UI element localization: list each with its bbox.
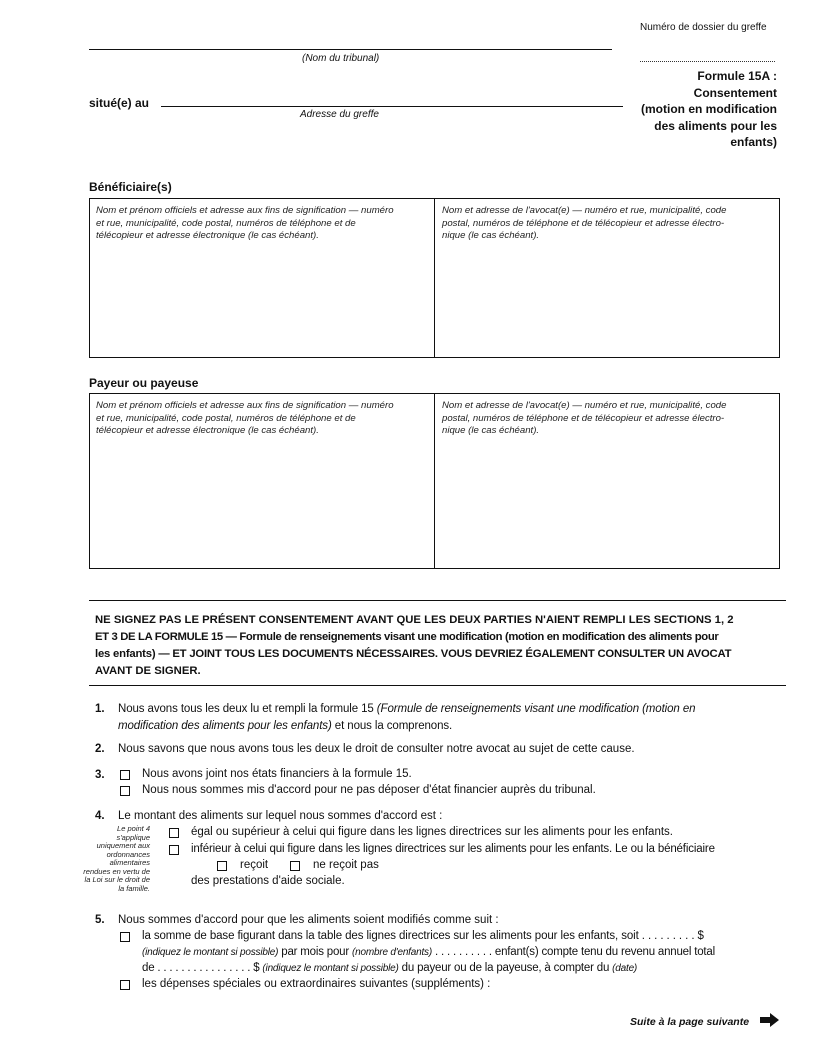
does-not-receive-label: ne reçoit pas (313, 859, 379, 871)
cell-line: nique (le cas échéant). (442, 425, 540, 436)
warning-bottom-rule (89, 685, 786, 686)
item-4-number: 4. (95, 810, 105, 822)
warning-line: NE SIGNEZ PAS LE PRÉSENT CONSENTEMENT AVANT QUE LES DEUX PARTIES N'AIENT REMPLI LES SECTIONS 1, 2 (95, 614, 734, 626)
item-5a-checkbox[interactable] (120, 932, 130, 942)
located-at-label: situé(e) au (89, 96, 150, 110)
form-title-line: Formule 15A : (697, 69, 777, 83)
item-4b-checkbox[interactable] (169, 845, 179, 855)
payor-from-text: du payeur ou de la payeuse, à compter du (398, 962, 613, 974)
cell-line: et rue, municipalité, code postal, numéros de téléphone et de (96, 217, 356, 229)
item-2-number: 2. (95, 743, 105, 755)
arrow-right-icon (760, 1013, 780, 1032)
item-5b-text: les dépenses spéciales ou extraordinaires suivantes (suppléments) : (142, 978, 491, 990)
item-1-number: 1. (95, 703, 105, 715)
side-note-line: la famille. (118, 883, 150, 893)
cell-line: télécopieur et adresse électronique (le cas échéant). (96, 230, 319, 241)
item-3a-checkbox[interactable] (120, 770, 130, 780)
item-5a-line2 (142, 944, 715, 961)
cell-line: nique (le cas échéant). (442, 230, 540, 241)
form-title-line: des aliments pour les (654, 118, 777, 133)
cell-line: Nom et prénom officiels et adresse aux fins de signification — numéro (96, 400, 394, 411)
payor-name-address-cell[interactable] (96, 400, 428, 438)
amount-hint: (indiquez le montant si possible) (142, 947, 279, 958)
form-title-line: enfants) (730, 135, 777, 149)
cell-line: Nom et prénom officiels et adresse aux fins de signification — numéro (96, 205, 394, 216)
receives-label: reçoit (240, 859, 269, 871)
cell-line: Nom et adresse de l'avocat(e) — numéro et rue, municipalité, code (442, 400, 727, 411)
warning-line: les enfants) — ET JOINT TOUS LES DOCUMENTS NÉCESSAIRES. VOUS DEVRIEZ ÉGALEMENT CONSULTER UN AVOCAT (95, 648, 732, 660)
item-4b-text: inférieur à celui qui figure dans les lignes directrices sur les aliments pour les enfants. Le ou la bénéficiaire (191, 843, 715, 855)
recipient-lawyer-cell[interactable] (442, 205, 774, 243)
recipient-name-address-cell[interactable] (96, 205, 428, 243)
item-5b-checkbox[interactable] (120, 980, 130, 990)
side-note-line: alimentaires (109, 858, 150, 867)
item-5a-line1: la somme de base figurant dans la table des lignes directrices sur les aliments pour les enfants, soit . . . . . . . . . $ (142, 930, 704, 942)
warning-line: ET 3 DE LA FORMULE 15 — Formule de renseignements visant une modification (motion en modification des aliments pour (95, 631, 719, 643)
per-month-text: par mois pour (278, 946, 352, 958)
item-1-text (118, 701, 788, 735)
cell-line: postal, numéros de téléphone et de télécopieur et adresse électro- (442, 412, 725, 424)
item-2-text: Nous savons que nous avons tous les deux le droit de consulter notre avocat au sujet de cette cause. (118, 743, 635, 755)
item-5-number: 5. (95, 914, 105, 926)
warning-top-rule (89, 600, 786, 601)
side-note-line: la Loi sur le droit de (84, 875, 150, 884)
date-hint: (date) (612, 963, 638, 974)
income-text: de . . . . . . . . . . . . . . . . $ (142, 962, 263, 974)
side-note-line: s'applique (116, 832, 150, 842)
children-hint: (nombre d'enfants) (351, 947, 432, 958)
item-4-side-note (76, 825, 150, 893)
cell-line: et rue, municipalité, code postal, numéros de téléphone et de (96, 412, 356, 424)
item-1-text-b: (Formule de renseignements visant une modification (motion en (376, 703, 696, 715)
court-name-caption: (Nom du tribunal) (302, 53, 380, 64)
court-file-no-label: Numéro de dossier du greffe (640, 22, 767, 33)
cell-line: Nom et adresse de l'avocat(e) — numéro et rue, municipalité, code (442, 205, 727, 216)
item-1-text-c: modification des aliments pour les enfants) (118, 720, 332, 732)
form-title-line: (motion en modification (641, 102, 777, 116)
court-address-caption: Adresse du greffe (300, 109, 379, 120)
warning-text (95, 612, 795, 680)
recipients-heading: Bénéficiaire(s) (89, 180, 172, 194)
item-3-number: 3. (95, 769, 105, 781)
side-note-line: Le point 4 (117, 824, 150, 833)
children-text: . . . . . . . . . . enfant(s) compte tenu du revenu annuel total (432, 946, 715, 958)
item-3b-checkbox[interactable] (120, 786, 130, 796)
item-5-text: Nous sommes d'accord pour que les aliments soient modifiés comme suit : (118, 914, 499, 926)
payors-divider (434, 393, 435, 569)
does-not-receive-checkbox[interactable] (290, 861, 300, 871)
item-4a-text: égal ou supérieur à celui qui figure dans les lignes directrices sur les aliments pour les enfants. (191, 826, 673, 838)
continued-label: Suite à la page suivante (630, 1016, 750, 1028)
side-note-line: rendues en vertu de (83, 866, 150, 876)
item-3b-text: Nous nous sommes mis d'accord pour ne pas déposer d'état financier auprès du tribunal. (142, 784, 596, 796)
side-note-line: ordonnances (106, 849, 150, 859)
payors-heading: Payeur ou payeuse (89, 376, 199, 390)
item-4a-checkbox[interactable] (169, 828, 179, 838)
payor-lawyer-cell[interactable] (442, 400, 774, 438)
income-hint: (indiquez le montant si possible) (262, 963, 399, 974)
form-title (641, 68, 777, 151)
item-4c-text: des prestations d'aide sociale. (191, 875, 345, 887)
court-file-no-line[interactable] (640, 61, 775, 62)
item-5a-line3 (142, 960, 637, 977)
side-note-line: uniquement aux (96, 841, 150, 850)
item-3a-text: Nous avons joint nos états financiers à la formule 15. (142, 768, 412, 780)
court-name-line[interactable] (89, 49, 612, 50)
item-4-text: Le montant des aliments sur lequel nous sommes d'accord est : (118, 810, 443, 822)
cell-line: postal, numéros de téléphone et de télécopieur et adresse électro- (442, 217, 725, 229)
receives-checkbox[interactable] (217, 861, 227, 871)
warning-line: AVANT DE SIGNER. (95, 665, 201, 677)
cell-line: télécopieur et adresse électronique (le cas échéant). (96, 425, 319, 436)
court-address-line[interactable] (161, 106, 623, 107)
item-1-text-d: et nous la comprenons. (331, 720, 453, 732)
form-title-line: Consentement (693, 85, 777, 100)
recipients-divider (434, 198, 435, 358)
item-1-text-a: Nous avons tous les deux lu et rempli la formule 15 (118, 703, 377, 715)
